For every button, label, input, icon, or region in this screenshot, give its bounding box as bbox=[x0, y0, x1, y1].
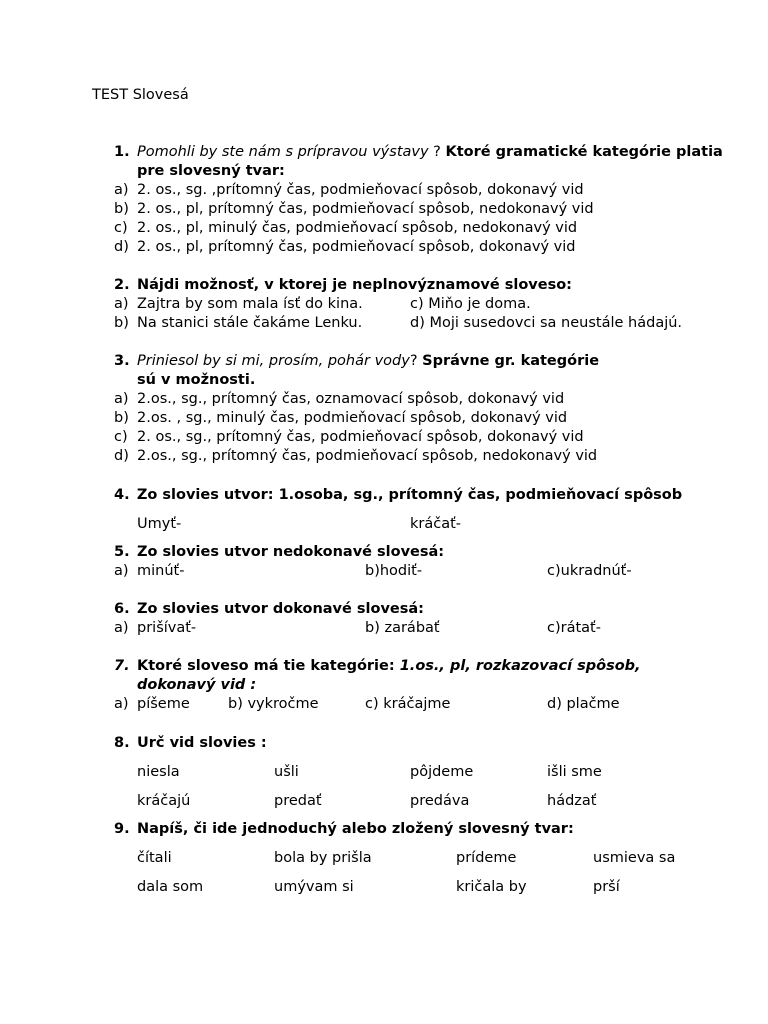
word-row bbox=[114, 619, 754, 638]
word-row bbox=[114, 792, 754, 811]
test-title: TEST Slovesá bbox=[92, 87, 189, 103]
answer-option[interactable]: d) 2.os., sg., prítomný čas, podmieňovací spôsob, nedokonavý vid bbox=[114, 448, 598, 464]
word-row bbox=[114, 763, 754, 782]
question-number: 9. bbox=[114, 821, 130, 837]
verb-item: predáva bbox=[410, 793, 470, 809]
verb-item: ušli bbox=[274, 764, 299, 780]
verb-item: prídeme bbox=[456, 850, 517, 866]
word-row bbox=[114, 849, 754, 868]
question-prompt: Zo slovies utvor: 1.osoba, sg., prítomný čas, podmieňovací spôsob bbox=[136, 487, 683, 503]
verb-item: kričala by bbox=[456, 879, 527, 895]
question-9 bbox=[114, 820, 754, 897]
question-prompt: Napíš, či ide jednoduchý alebo zložený slovesný tvar: bbox=[137, 821, 574, 837]
verb-item: kráčajú bbox=[137, 793, 191, 809]
answer-option[interactable]: Zajtra by som mala ísť do kina. bbox=[137, 296, 363, 312]
verb-item: pôjdeme bbox=[410, 764, 474, 780]
word-row bbox=[114, 515, 754, 534]
word-row bbox=[114, 878, 754, 897]
verb-item: b) zarábať bbox=[365, 620, 440, 636]
answer-option[interactable]: b) vykročme bbox=[228, 696, 319, 712]
verb-item: prší bbox=[593, 879, 620, 895]
question-prompt: Priniesol by si mi, prosím, pohár vody? Správne gr. kategórie sú v možnosti. bbox=[137, 353, 600, 388]
verb-item: minúť- bbox=[137, 563, 185, 579]
question-8 bbox=[114, 734, 754, 811]
answer-option[interactable]: b) 2. os., pl, prítomný čas, podmieňovací spôsob, nedokonavý vid bbox=[114, 201, 594, 217]
answer-option[interactable]: c) 2. os., sg., prítomný čas, podmieňovací spôsob, dokonavý vid bbox=[114, 429, 584, 445]
answer-option[interactable]: b) 2.os. , sg., minulý čas, podmieňovací spôsob, dokonavý vid bbox=[114, 410, 568, 426]
verb-item: c)rátať- bbox=[547, 620, 601, 636]
question-2 bbox=[114, 276, 754, 333]
question-1 bbox=[114, 143, 754, 257]
question-number: 2. bbox=[114, 277, 130, 293]
question-number: 3. bbox=[114, 353, 130, 369]
question-number: 8. bbox=[114, 735, 130, 751]
verb-item: predať bbox=[274, 793, 322, 809]
verb-item: čítali bbox=[137, 850, 172, 866]
option-letter: b) bbox=[114, 315, 129, 331]
answer-option[interactable]: a) 2. os., sg. ,prítomný čas, podmieňovací spôsob, dokonavý vid bbox=[114, 182, 584, 198]
answer-option[interactable]: d) Moji susedovci sa neustále hádajú. bbox=[410, 315, 683, 331]
question-5 bbox=[114, 543, 754, 581]
answer-row bbox=[114, 314, 754, 333]
answer-option[interactable]: c) Miňo je doma. bbox=[410, 296, 531, 312]
question-prompt: Nájdi možnosť, v ktorej je neplnovýznamové sloveso: bbox=[137, 277, 572, 293]
answer-option[interactable]: píšeme bbox=[137, 696, 190, 712]
question-prompt: Zo slovies utvor nedokonavé slovesá: bbox=[137, 544, 445, 560]
verb-item: kráčať- bbox=[410, 516, 462, 532]
answer-row bbox=[114, 295, 754, 314]
question-prompt: Urč vid slovies : bbox=[137, 735, 267, 751]
question-3 bbox=[114, 352, 754, 466]
question-prompt: Zo slovies utvor dokonavé slovesá: bbox=[137, 601, 424, 617]
question-number: 5. bbox=[114, 544, 130, 560]
answer-option[interactable]: c) 2. os., pl, minulý čas, podmieňovací spôsob, nedokonavý vid bbox=[114, 220, 578, 236]
question-number: 4. bbox=[114, 487, 130, 503]
question-prompt: Pomohli by ste nám s prípravou výstavy ? Ktoré gramatické kategórie platia pre slovesný tvar: bbox=[137, 144, 723, 179]
question-number: 7. bbox=[114, 658, 130, 674]
question-number: 1. bbox=[114, 144, 130, 160]
answer-option[interactable]: Na stanici stále čakáme Lenku. bbox=[137, 315, 363, 331]
verb-item: c)ukradnúť- bbox=[547, 563, 632, 579]
option-letter: a) bbox=[114, 696, 129, 712]
verb-item: bola by prišla bbox=[274, 850, 372, 866]
question-prompt: Ktoré sloveso má tie kategórie: 1.os., pl, rozkazovací spôsob, dokonavý vid : bbox=[137, 658, 641, 693]
word-row bbox=[114, 562, 754, 581]
verb-item: b)hodiť- bbox=[365, 563, 423, 579]
verb-item: išli sme bbox=[547, 764, 602, 780]
answer-option[interactable]: c) kráčajme bbox=[365, 696, 451, 712]
answer-option[interactable]: d) plačme bbox=[547, 696, 620, 712]
verb-item: hádzať bbox=[547, 793, 597, 809]
verb-item: umývam si bbox=[274, 879, 354, 895]
option-letter: a) bbox=[114, 296, 129, 312]
answer-option[interactable]: a) 2.os., sg., prítomný čas, oznamovací spôsob, dokonavý vid bbox=[114, 391, 565, 407]
answer-row bbox=[114, 695, 754, 714]
option-letter: a) bbox=[114, 620, 129, 636]
question-4 bbox=[114, 486, 754, 534]
question-7 bbox=[114, 657, 754, 714]
option-letter: a) bbox=[114, 563, 129, 579]
verb-item: dala som bbox=[137, 879, 204, 895]
answer-option[interactable]: d) 2. os., pl, prítomný čas, podmieňovací spôsob, dokonavý vid bbox=[114, 239, 576, 255]
question-number: 6. bbox=[114, 601, 130, 617]
verb-item: niesla bbox=[137, 764, 180, 780]
verb-item: usmieva sa bbox=[593, 850, 676, 866]
verb-item: prišívať- bbox=[137, 620, 197, 636]
question-6 bbox=[114, 600, 754, 638]
verb-item: Umyť- bbox=[137, 516, 182, 532]
